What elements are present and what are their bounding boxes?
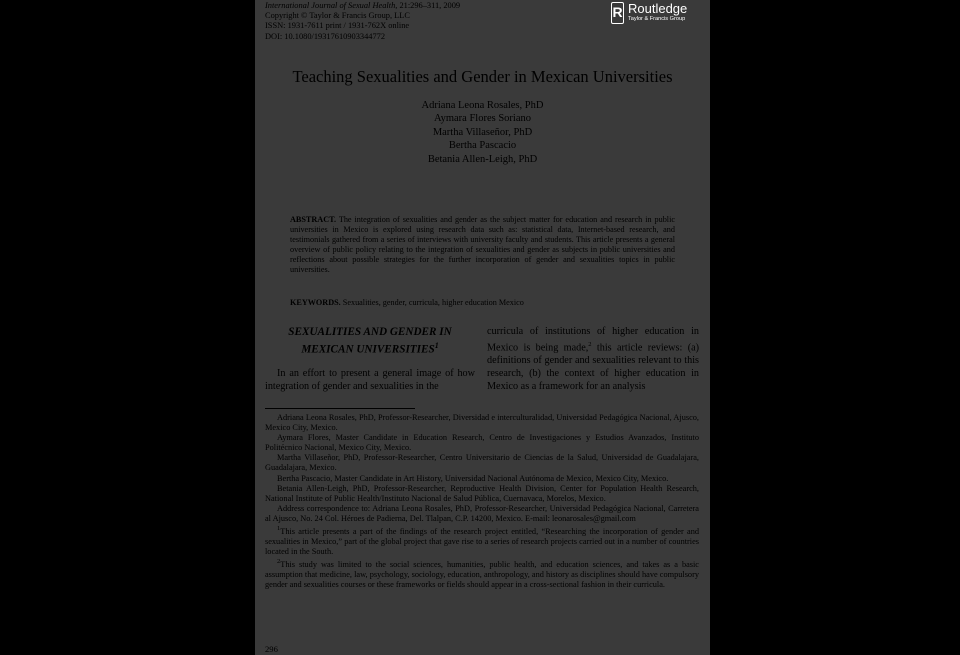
journal-issue: , 21:296–311, 2009 [395,1,461,10]
keywords-label: KEYWORDS. [290,298,341,307]
publisher-tagline: Taylor & Francis Group [628,16,686,22]
footnote-marker: 2 [588,340,592,348]
abstract [290,215,675,276]
abstract-text: The integration of sexualities and gender as the subject matter for education and research in public universities in Mexico is explored using research data such as: statistical data, Internet-based research, and testimonials gathered from a series of interviews with university faculty and students. This article presents a general overview of public policy relating to the integration of sexualities and gender as subjects in public universities and reflections about possible strategies for the further incorporation of gender and sexualities topics in public universities. [290,215,675,275]
right-column [487,326,699,394]
author-name: Betania Allen-Leigh, PhD [427,153,538,165]
issn-line: ISSN: 1931-7611 print / 1931-762X online [265,21,410,31]
author-name: Bertha Pascacio [448,140,517,152]
keywords-text: Sexualities, gender, curricula, higher education Mexico [340,298,524,307]
footnote-2 [265,557,699,590]
affiliation-note: Adriana Leona Rosales, PhD, Professor-Researcher, Diversidad e interculturalidad, Universidad Pedagógica Nacional, Ajusco, Mexico City, Mexico. [265,413,699,433]
publisher-name: Routledge [628,1,688,16]
correspondence-note: Address correspondence to: Adriana Leona Rosales, PhD, Professor-Researcher, Universidad Pedagógica Nacional, Carretera al Ajusco, No. 24 Col. Héroes de Padierna, Del. Tlalpan, C.P. 14200, Mexico. E-mail: leonarosales@gmail.com [265,503,699,523]
copyright-line: Copyright © Taylor & Francis Group, LLC [265,11,410,21]
author-name: Aymara Flores Soriano [433,113,532,125]
footnote-text: This study was limited to the social sciences, humanities, public health, and education sciences, and takes as a basic assumption that medicine, law, psychology, sociology, education, anthropology, and history as disciplines should have compulsory gender and sexualities courses or these frameworks or fields should appear in a cross-sectional fashion in their curricula. [265,559,699,590]
keywords [290,298,675,308]
affiliation-note: Aymara Flores, Master Candidate in Education Research, Centro de Investigaciones y Estudios Avanzados, Instituto Politécnico Nacional, Mexico City, Mexico. [265,433,699,453]
routledge-logo-icon: R [611,2,624,24]
journal-name: International Journal of Sexual Health [265,1,396,10]
journal-page [255,0,710,655]
footnote-marker: 2 [277,558,281,566]
footnote-rule [265,408,415,409]
author-list [255,99,710,166]
body-text: this article reviews: (a) definitions of gender and sexualities relevant to this research, (b) the context of higher education in Mexico as a framework for an analysis [487,342,700,393]
page-number: 296 [265,644,278,654]
author-name: Martha Villaseñor, PhD [432,126,533,138]
abstract-label: ABSTRACT. [290,215,337,224]
affiliation-note: Martha Villaseñor, PhD, Professor-Researcher, Centro Universitario de Ciencias de la Salud, Universidad de Guadalajara, Guadalajara, Mexico. [265,453,699,473]
footnote-text: This article presents a part of the findings of the research project entitled, “Researching the incorporation of gender and sexualities in Mexico,” part of the global project that gave rise to a series of research projects carried out in a number of countries located in the South. [265,526,699,556]
doi-line: DOI: 10.1080/19317610903344772 [265,31,386,41]
footnote-1 [265,524,699,557]
footnote-marker: 1 [434,341,439,350]
section-heading-line: MEXICAN UNIVERSITIES [301,343,435,356]
footnote-marker: 1 [277,525,281,533]
author-name: Adriana Leona Rosales, PhD [421,100,544,111]
section-heading-line: SEXUALITIES AND GENDER IN [288,326,452,338]
left-column [265,326,475,394]
footnotes [265,413,699,590]
body-paragraph: In an effort to present a general image of how integration of gender and sexualities in the [265,367,475,392]
affiliation-note: Bertha Pascacio, Master Candidate in Art History, Universidad Nacional Autónoma de Mexico, Mexico City, Mexico. [277,473,669,483]
section-heading [265,326,475,357]
publisher-logo [611,1,701,25]
affiliation-note: Betania Allen-Leigh, PhD, Professor-Researcher, Reproductive Health Division, Center for Population Health Research, National Institute of Public Health/Instituto Nacional de Salud Pública, Cuernavaca, Morelos, Mexico. [265,483,699,503]
body-text: curricula of institutions of higher education in Mexico is being made, [487,326,699,354]
article-title: Teaching Sexualities and Gender in Mexican Universities [292,67,673,86]
